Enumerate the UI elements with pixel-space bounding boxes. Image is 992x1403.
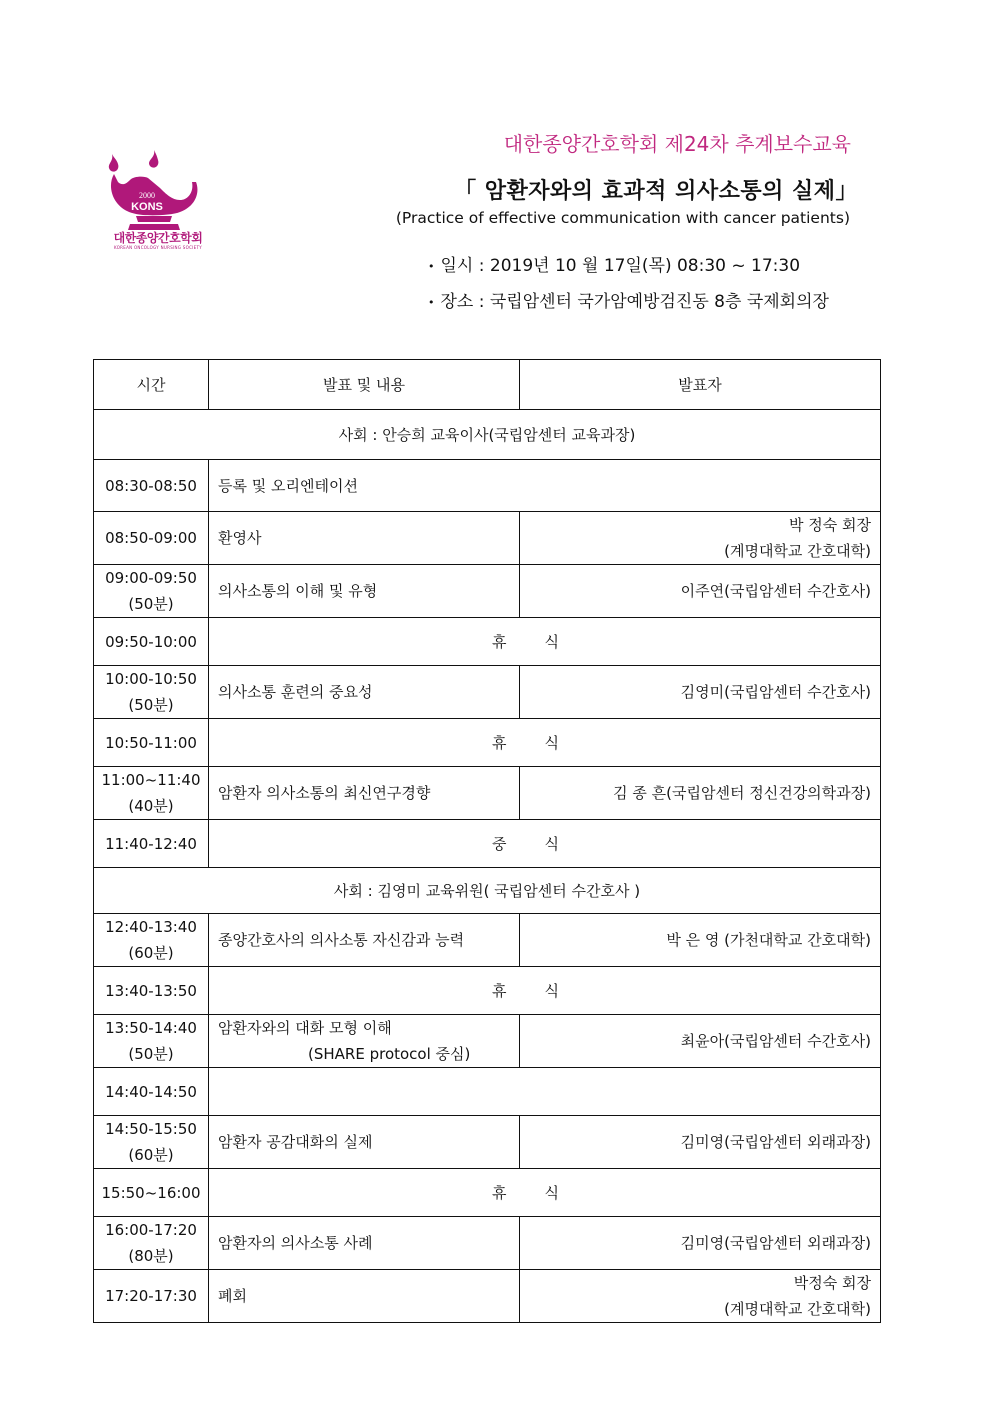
logo-year: 2000 [139, 191, 155, 200]
break-cell: 휴식 [209, 1169, 881, 1217]
duration: (80분) [128, 1247, 174, 1265]
table-row [94, 460, 881, 512]
table-row [94, 1270, 881, 1323]
date-line [428, 251, 800, 276]
place-text: 장소 : 국립암센터 국가암예방검진동 8층 국제회의장 [440, 292, 829, 312]
time-cell [94, 666, 209, 719]
content-cell: 암환자 공감대화의 실제 [209, 1116, 520, 1169]
time-cell: 08:30-08:50 [94, 460, 209, 512]
table-row [94, 666, 881, 719]
speaker-cell: 이주연(국립암센터 수간호사) [520, 565, 881, 618]
time-cell: 15:50~16:00 [94, 1169, 209, 1217]
logo-name-ko: 대한종양간호학회 [113, 231, 203, 245]
table-row [94, 512, 881, 565]
content-cell: 암환자의 의사소통 사례 [209, 1217, 520, 1270]
bullet-icon: • [428, 295, 435, 309]
break-row [94, 618, 881, 666]
table-row [94, 565, 881, 618]
header-content: 발표 및 내용 [209, 360, 520, 410]
break-row [94, 1169, 881, 1217]
moderator-text: 사회 : 김영미 교육위원( 국립암센터 수간호사 ) [94, 868, 881, 914]
table-row [94, 1068, 881, 1116]
moderator-row [94, 868, 881, 914]
time-range: 14:50-15:50 [105, 1120, 197, 1138]
content-cell: 암환자 의사소통의 최신연구경향 [209, 767, 520, 820]
time-range: 11:00~11:40 [101, 771, 201, 789]
table-row [94, 1217, 881, 1270]
lamp-flame-2 [149, 150, 158, 168]
header-speaker: 발표자 [520, 360, 881, 410]
society-title: 대한종양간호학회 제24차 추계보수교육 [503, 132, 851, 156]
content-cell: 폐회 [209, 1270, 520, 1323]
break-cell: 휴식 [209, 967, 881, 1015]
speaker-cell: 김영미(국립암센터 수간호사) [520, 666, 881, 719]
time-range: 09:00-09:50 [105, 569, 197, 587]
content-title: 암환자와의 대화 모형 이해 [218, 1019, 392, 1037]
table-row [94, 767, 881, 820]
content-cell: 환영사 [209, 512, 520, 565]
duration: (40분) [128, 797, 174, 815]
table-row [94, 914, 881, 967]
time-cell: 10:50-11:00 [94, 719, 209, 767]
content-note: (SHARE protocol 중심) [308, 1045, 471, 1063]
time-cell [94, 1015, 209, 1068]
content-cell: 등록 및 오리엔테이션 [209, 460, 881, 512]
content-cell: 의사소통의 이해 및 유형 [209, 565, 520, 618]
content-cell: 의사소통 훈련의 중요성 [209, 666, 520, 719]
main-title: 「 암환자와의 효과적 의사소통의 실제」 [454, 179, 858, 204]
moderator-row [94, 410, 881, 460]
date-text: 일시 : 2019년 10 월 17일(목) 08:30 ~ 17:30 [440, 256, 801, 276]
logo-name-en: KOREAN ONCOLOGY NURSING SOCIETY [114, 245, 202, 250]
time-cell [94, 1217, 209, 1270]
break-cell: 중식 [209, 820, 881, 868]
break-row [94, 719, 881, 767]
content-cell [209, 1015, 520, 1068]
time-range: 10:00-10:50 [105, 670, 197, 688]
duration: (50분) [128, 595, 174, 613]
duration: (60분) [128, 1146, 174, 1164]
speaker-cell: 박 은 영 (가천대학교 간호대학) [520, 914, 881, 967]
time-cell [94, 914, 209, 967]
duration: (50분) [128, 1045, 174, 1063]
time-cell: 08:50-09:00 [94, 512, 209, 565]
speaker-affiliation: (계명대학교 간호대학) [724, 542, 871, 560]
speaker-name: 박정숙 회장 [793, 1274, 871, 1292]
place-line [428, 287, 829, 312]
logo-abbr: KONS [131, 201, 163, 213]
subtitle: (Practice of effective communication with cancer patients) [395, 209, 850, 227]
time-cell: 17:20-17:30 [94, 1270, 209, 1323]
time-cell: 11:40-12:40 [94, 820, 209, 868]
time-range: 16:00-17:20 [105, 1221, 197, 1239]
speaker-affiliation: (계명대학교 간호대학) [724, 1300, 871, 1318]
content-cell: 종양간호사의 의사소통 자신감과 능력 [209, 914, 520, 967]
time-cell [94, 565, 209, 618]
break-cell: 휴식 [209, 719, 881, 767]
header-time: 시간 [94, 360, 209, 410]
time-cell [94, 1116, 209, 1169]
time-range: 12:40-13:40 [105, 918, 197, 936]
table-row [94, 1116, 881, 1169]
table-row [94, 1015, 881, 1068]
duration: (60분) [128, 944, 174, 962]
time-cell: 09:50-10:00 [94, 618, 209, 666]
time-cell [94, 767, 209, 820]
break-row [94, 820, 881, 868]
time-cell: 13:40-13:50 [94, 967, 209, 1015]
speaker-cell: 김미영(국립암센터 외래과장) [520, 1217, 881, 1270]
speaker-cell [520, 512, 881, 565]
lamp-flame [109, 154, 119, 172]
speaker-name: 박 정숙 회장 [789, 516, 871, 534]
speaker-cell: 김 종 흔(국립암센터 정신건강의학과장) [520, 767, 881, 820]
table-header-row [94, 360, 881, 410]
speaker-cell: 김미영(국립암센터 외래과장) [520, 1116, 881, 1169]
bullet-icon: • [428, 259, 435, 273]
break-row [94, 967, 881, 1015]
duration: (50분) [128, 696, 174, 714]
moderator-text: 사회 : 안승희 교육이사(국립암센터 교육과장) [94, 410, 881, 460]
time-range: 13:50-14:40 [105, 1019, 197, 1037]
speaker-cell: 최윤아(국립암센터 수간호사) [520, 1015, 881, 1068]
time-cell: 14:40-14:50 [94, 1068, 209, 1116]
content-cell [209, 1068, 881, 1116]
speaker-cell [520, 1270, 881, 1323]
schedule-table [93, 359, 881, 1323]
break-cell: 휴식 [209, 618, 881, 666]
